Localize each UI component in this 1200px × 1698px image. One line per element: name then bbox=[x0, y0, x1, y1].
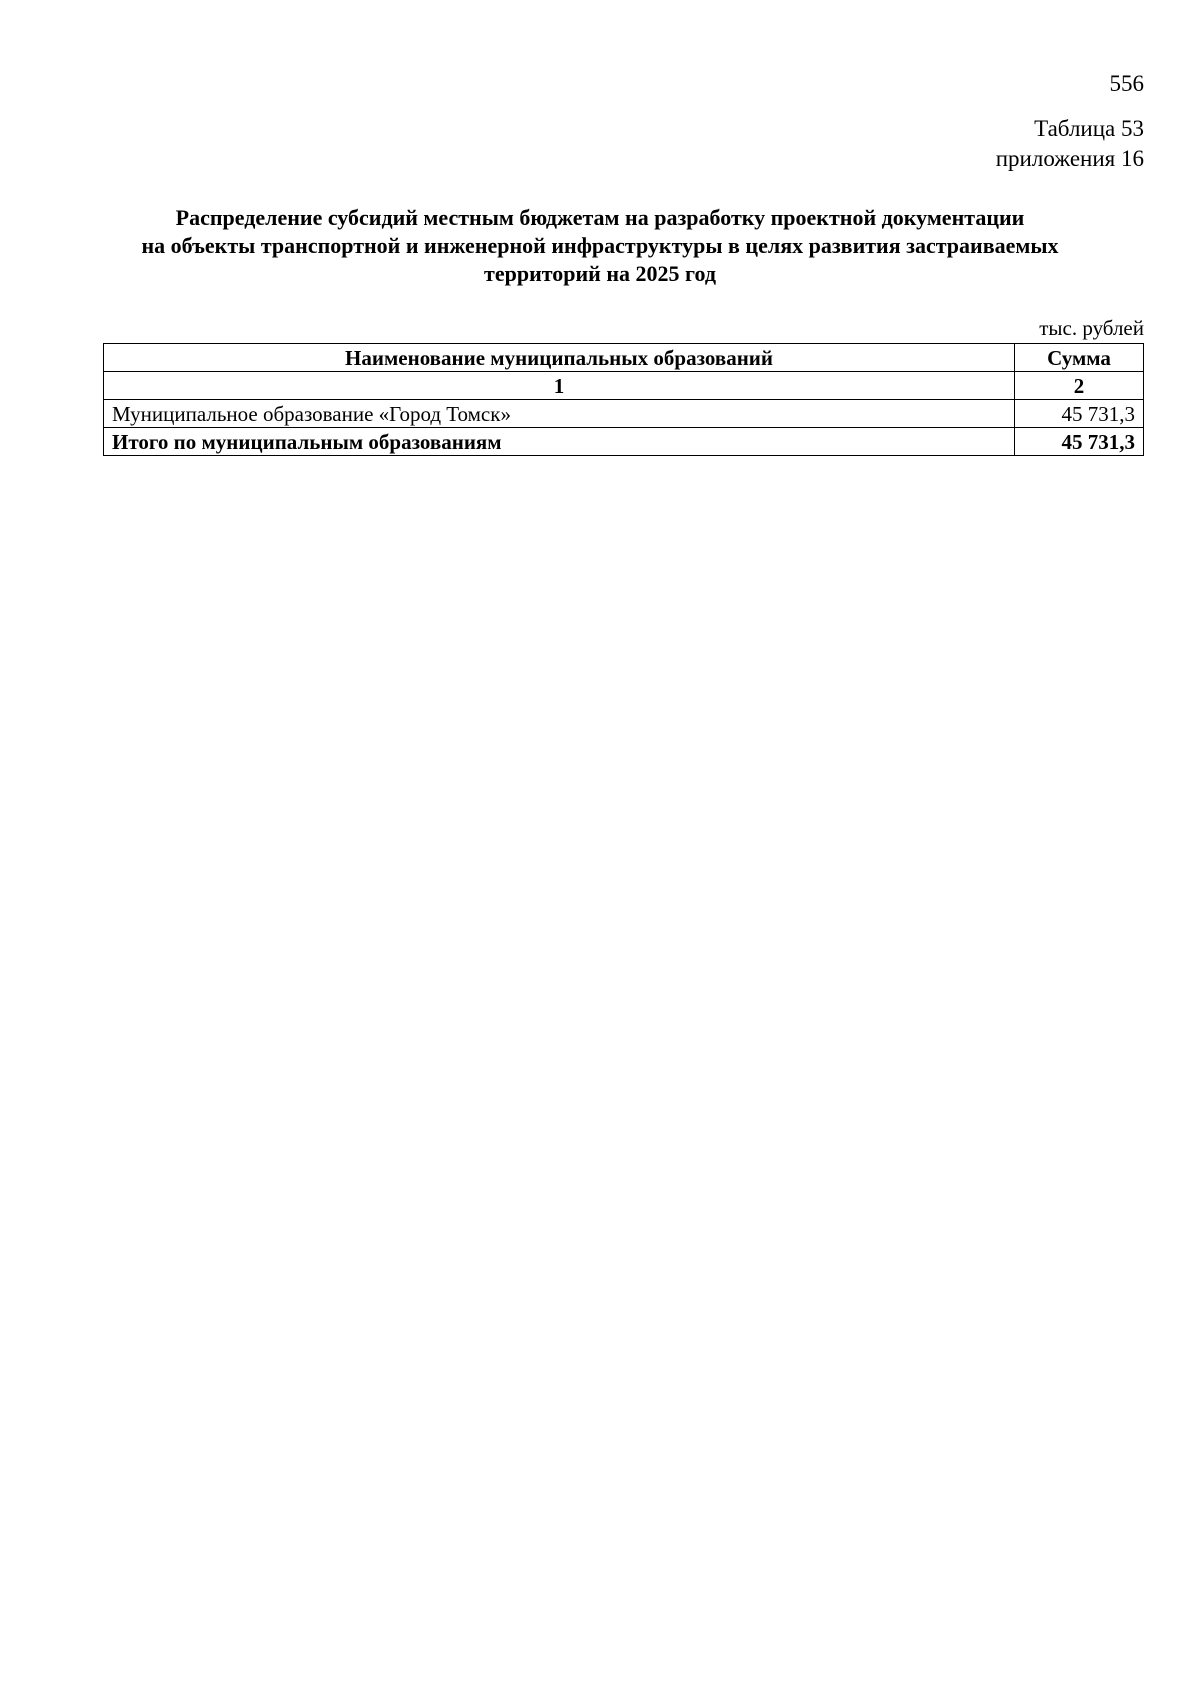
table-row bbox=[104, 400, 1144, 428]
table-ref-line-1: Таблица 53 bbox=[1034, 116, 1144, 141]
table-header-row bbox=[104, 344, 1144, 372]
subsidy-table bbox=[103, 343, 1144, 456]
page-number: 556 bbox=[1109, 71, 1144, 96]
column-number-2: 2 bbox=[1015, 372, 1144, 400]
total-sum: 45 731,3 bbox=[1015, 428, 1144, 456]
total-row bbox=[104, 428, 1144, 456]
table-ref-line-2: приложения 16 bbox=[995, 146, 1144, 171]
header-name: Наименование муниципальных образований bbox=[104, 344, 1015, 372]
title-line-1: Распределение субсидий местным бюджетам на разработку проектной документации bbox=[175, 205, 1025, 230]
row-sum: 45 731,3 bbox=[1015, 400, 1144, 428]
title-line-3: территорий на 2025 год bbox=[484, 261, 716, 286]
units-label: тыс. рублей bbox=[1039, 316, 1144, 340]
row-name: Муниципальное образование «Город Томск» bbox=[104, 400, 1015, 428]
title-line-2: на объекты транспортной и инженерной инфраструктуры в целях развития застраиваемых bbox=[141, 233, 1059, 258]
table-reference bbox=[996, 114, 1144, 174]
document-title bbox=[100, 204, 1100, 288]
column-number-row bbox=[104, 372, 1144, 400]
header-sum: Сумма bbox=[1015, 344, 1144, 372]
total-name: Итого по муниципальным образованиям bbox=[104, 428, 1015, 456]
column-number-1: 1 bbox=[104, 372, 1015, 400]
